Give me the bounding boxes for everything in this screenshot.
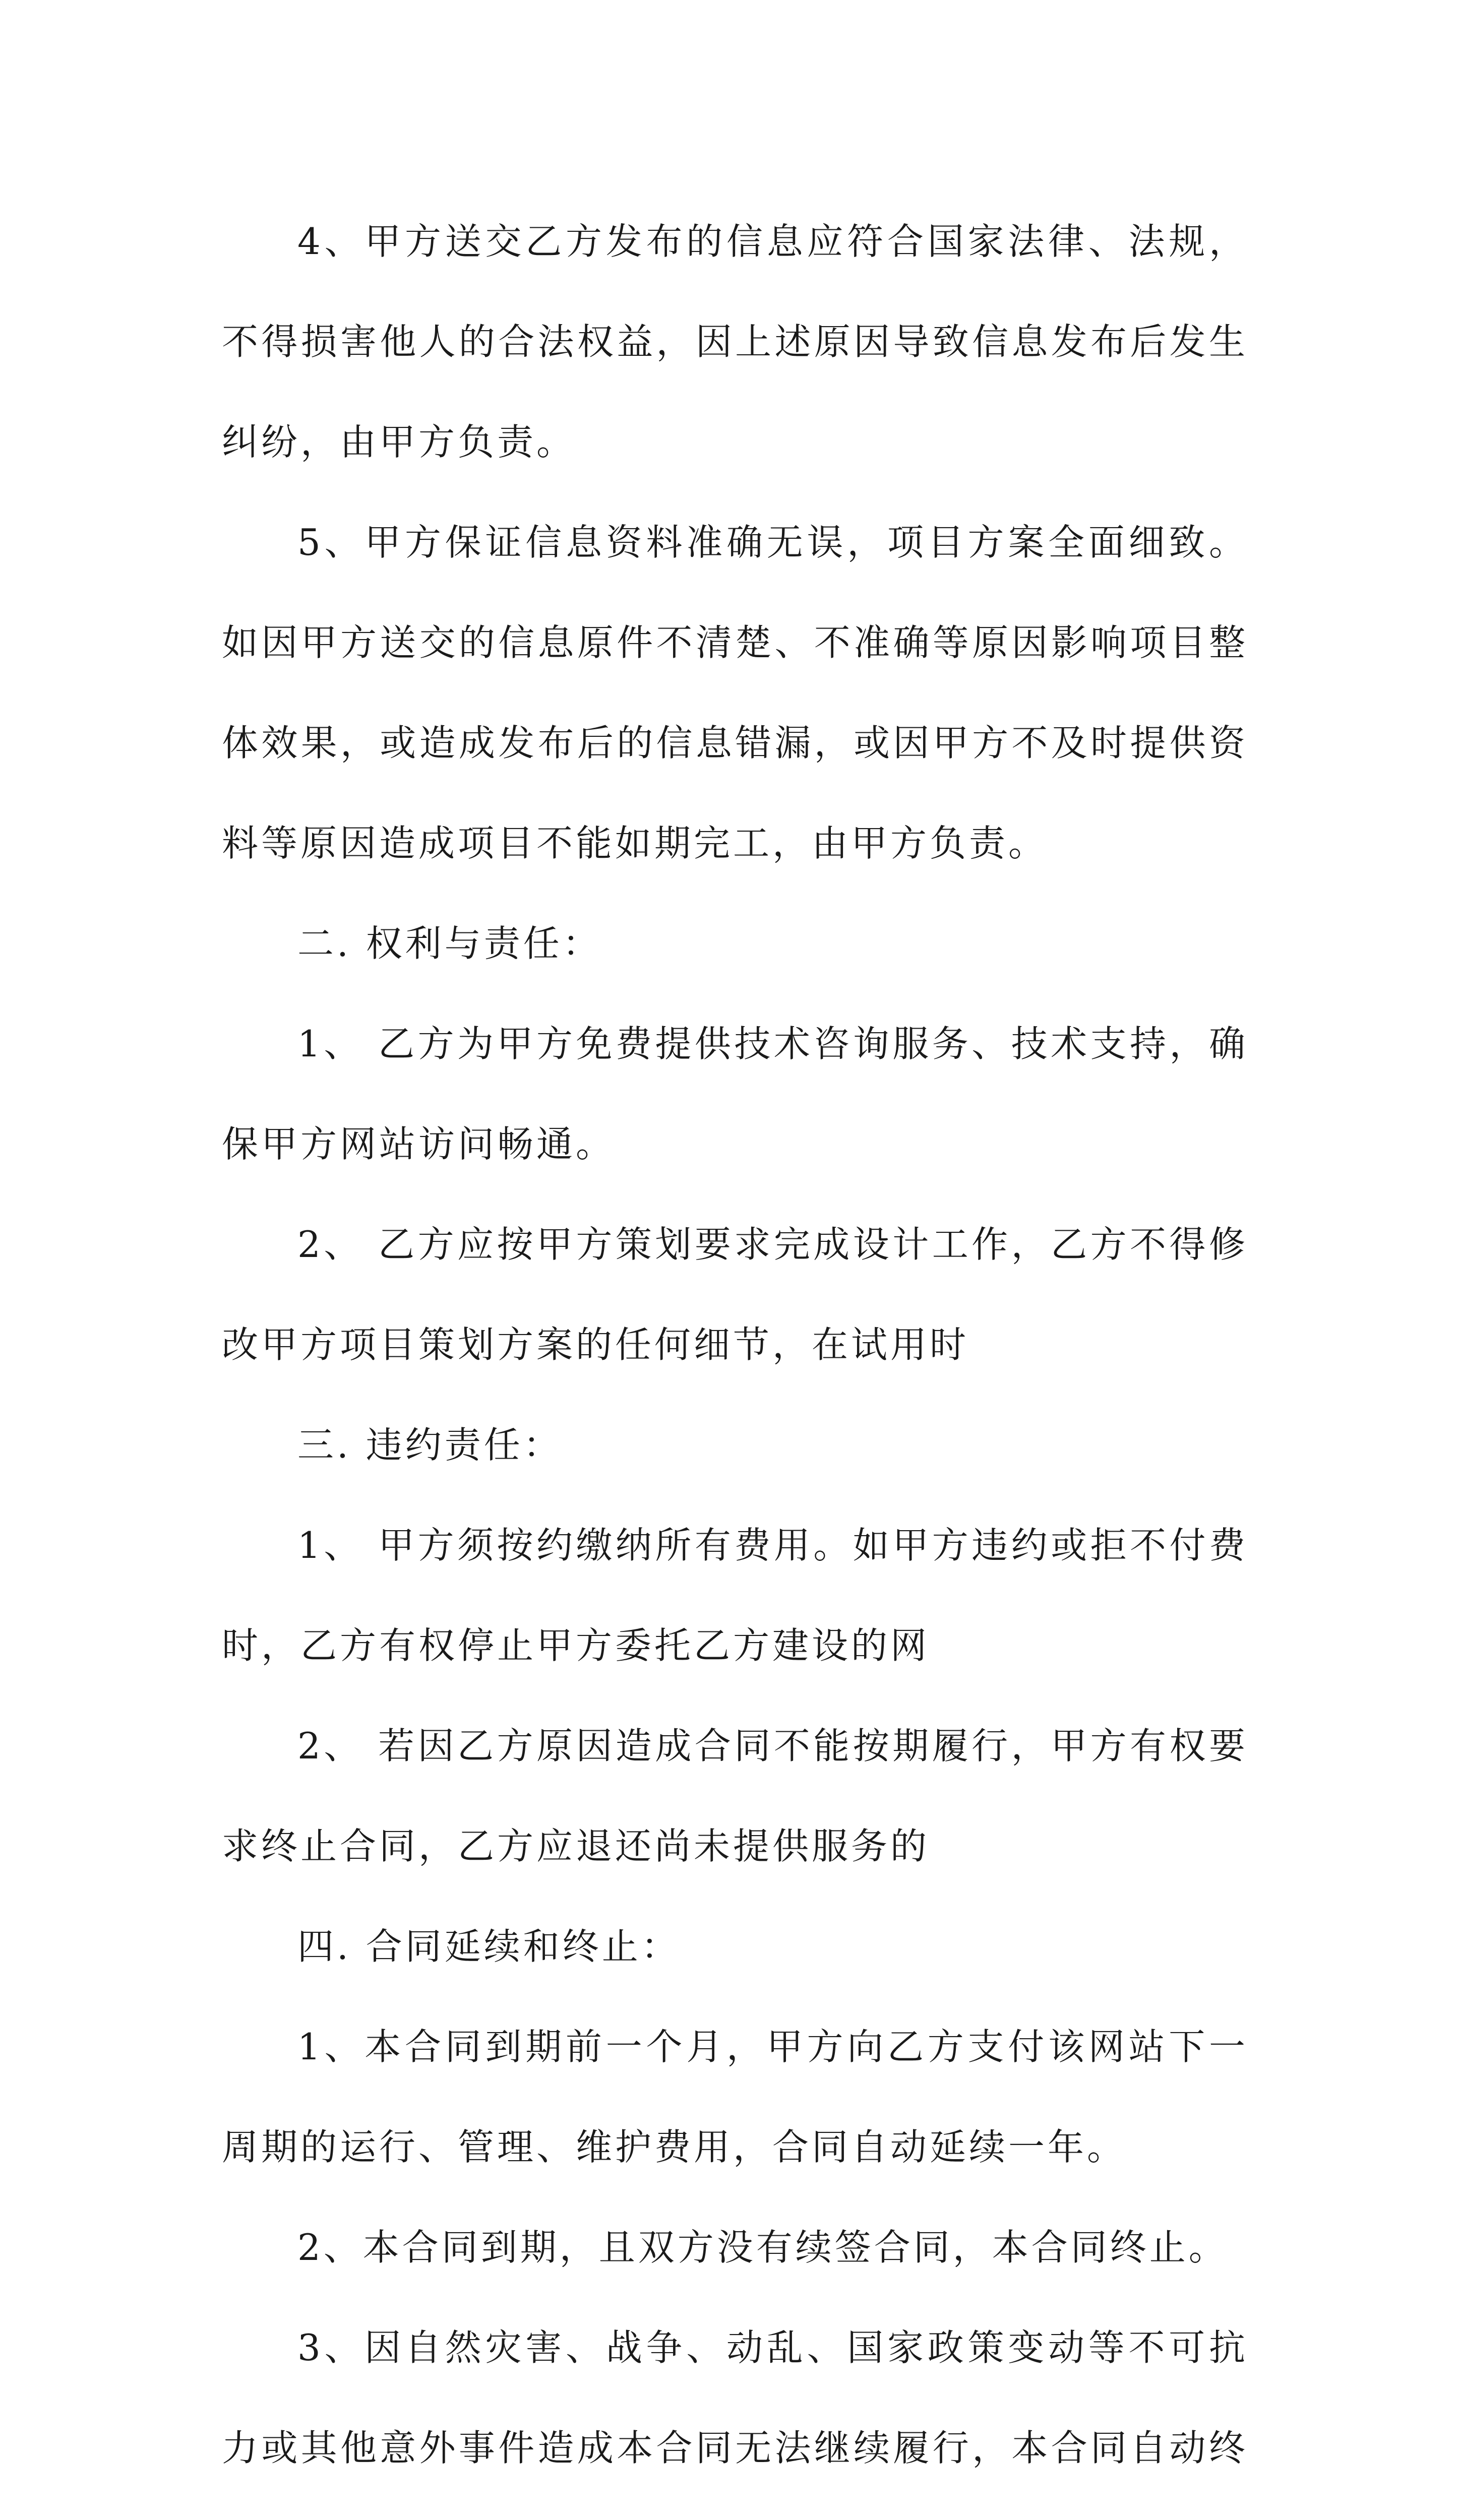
section-2-item-2-line-2: 改甲方项目策划方案的任何细节，在试用时: [222, 1324, 969, 1366]
document-body: [222, 192, 1245, 2520]
section-2-heading: 二. 权利与责任：: [297, 922, 602, 965]
clause-5-line-3: 体效果，或造成发布后的信息错漏，或因甲方不及时提供资: [222, 722, 1245, 764]
section-2-item-2-line-1: 2、 乙方应按甲方策划要求完成设计工作，乙方不得修: [297, 1223, 1245, 1266]
section-4-heading: 四. 合同延续和终止：: [297, 1925, 681, 1968]
clause-4-line-2: 不得损害他人的合法权益，因上述原因导致信息发布后发生: [222, 321, 1245, 363]
section-4-item-3-line-2: 力或其他意外事件造成本合同无法继续履行，本合同自动终: [222, 2427, 1245, 2469]
section-4-item-3-line-3: [222, 2498, 1245, 2520]
section-2-item-1-line-1: 1、 乙方为甲方免费提供技术咨询服务、技术支持，确: [297, 1023, 1245, 1065]
section-3-item-2-line-2: 求终止合同，乙方应退还尚未提供服务的: [222, 1825, 930, 1867]
section-4-item-1-line-1: 1、本合同到期前一个月，甲方向乙方支付该网站下一: [297, 2026, 1245, 2068]
section-4-item-3-line-1: 3、因自然灾害、战争、动乱、国家政策变动等不可抗: [297, 2326, 1245, 2369]
section-3-heading: 三. 违约责任：: [297, 1424, 563, 1466]
clause-4-line-3: 纠纷，由甲方负责。: [222, 421, 576, 463]
clause-4-line-1: 4、甲方送交乙方发布的信息应符合国家法律、法规，: [297, 220, 1245, 263]
section-3-item-2-line-1: 2、 若因乙方原因造成合同不能按期履行，甲方有权要: [297, 1725, 1245, 1767]
section-4-item-2: 2、本合同到期，且双方没有续签合同，本合同终止。: [297, 2226, 1228, 2269]
clause-5-line-2: 如因甲方送交的信息原件不清楚、不准确等原因影响项目整: [222, 621, 1245, 664]
section-2-item-1-line-2: 保甲方网站访问畅通。: [222, 1123, 616, 1165]
section-3-item-1-line-1: 1、 甲方须按约缴纳所有费用。如甲方违约或拒不付费: [297, 1524, 1245, 1566]
clause-5-line-1: 5、甲方保证信息资料准确无误，项目方案全面细致。: [297, 521, 1245, 563]
clause-5-line-4: 料等原因造成项目不能如期完工，由甲方负责。: [222, 822, 1048, 864]
section-4-item-1-line-2: 周期的运行、管理、维护费用，合同自动延续一年。: [222, 2126, 1127, 2168]
section-3-item-1-line-2: 时，乙方有权停止甲方委托乙方建设的网: [222, 1624, 930, 1667]
